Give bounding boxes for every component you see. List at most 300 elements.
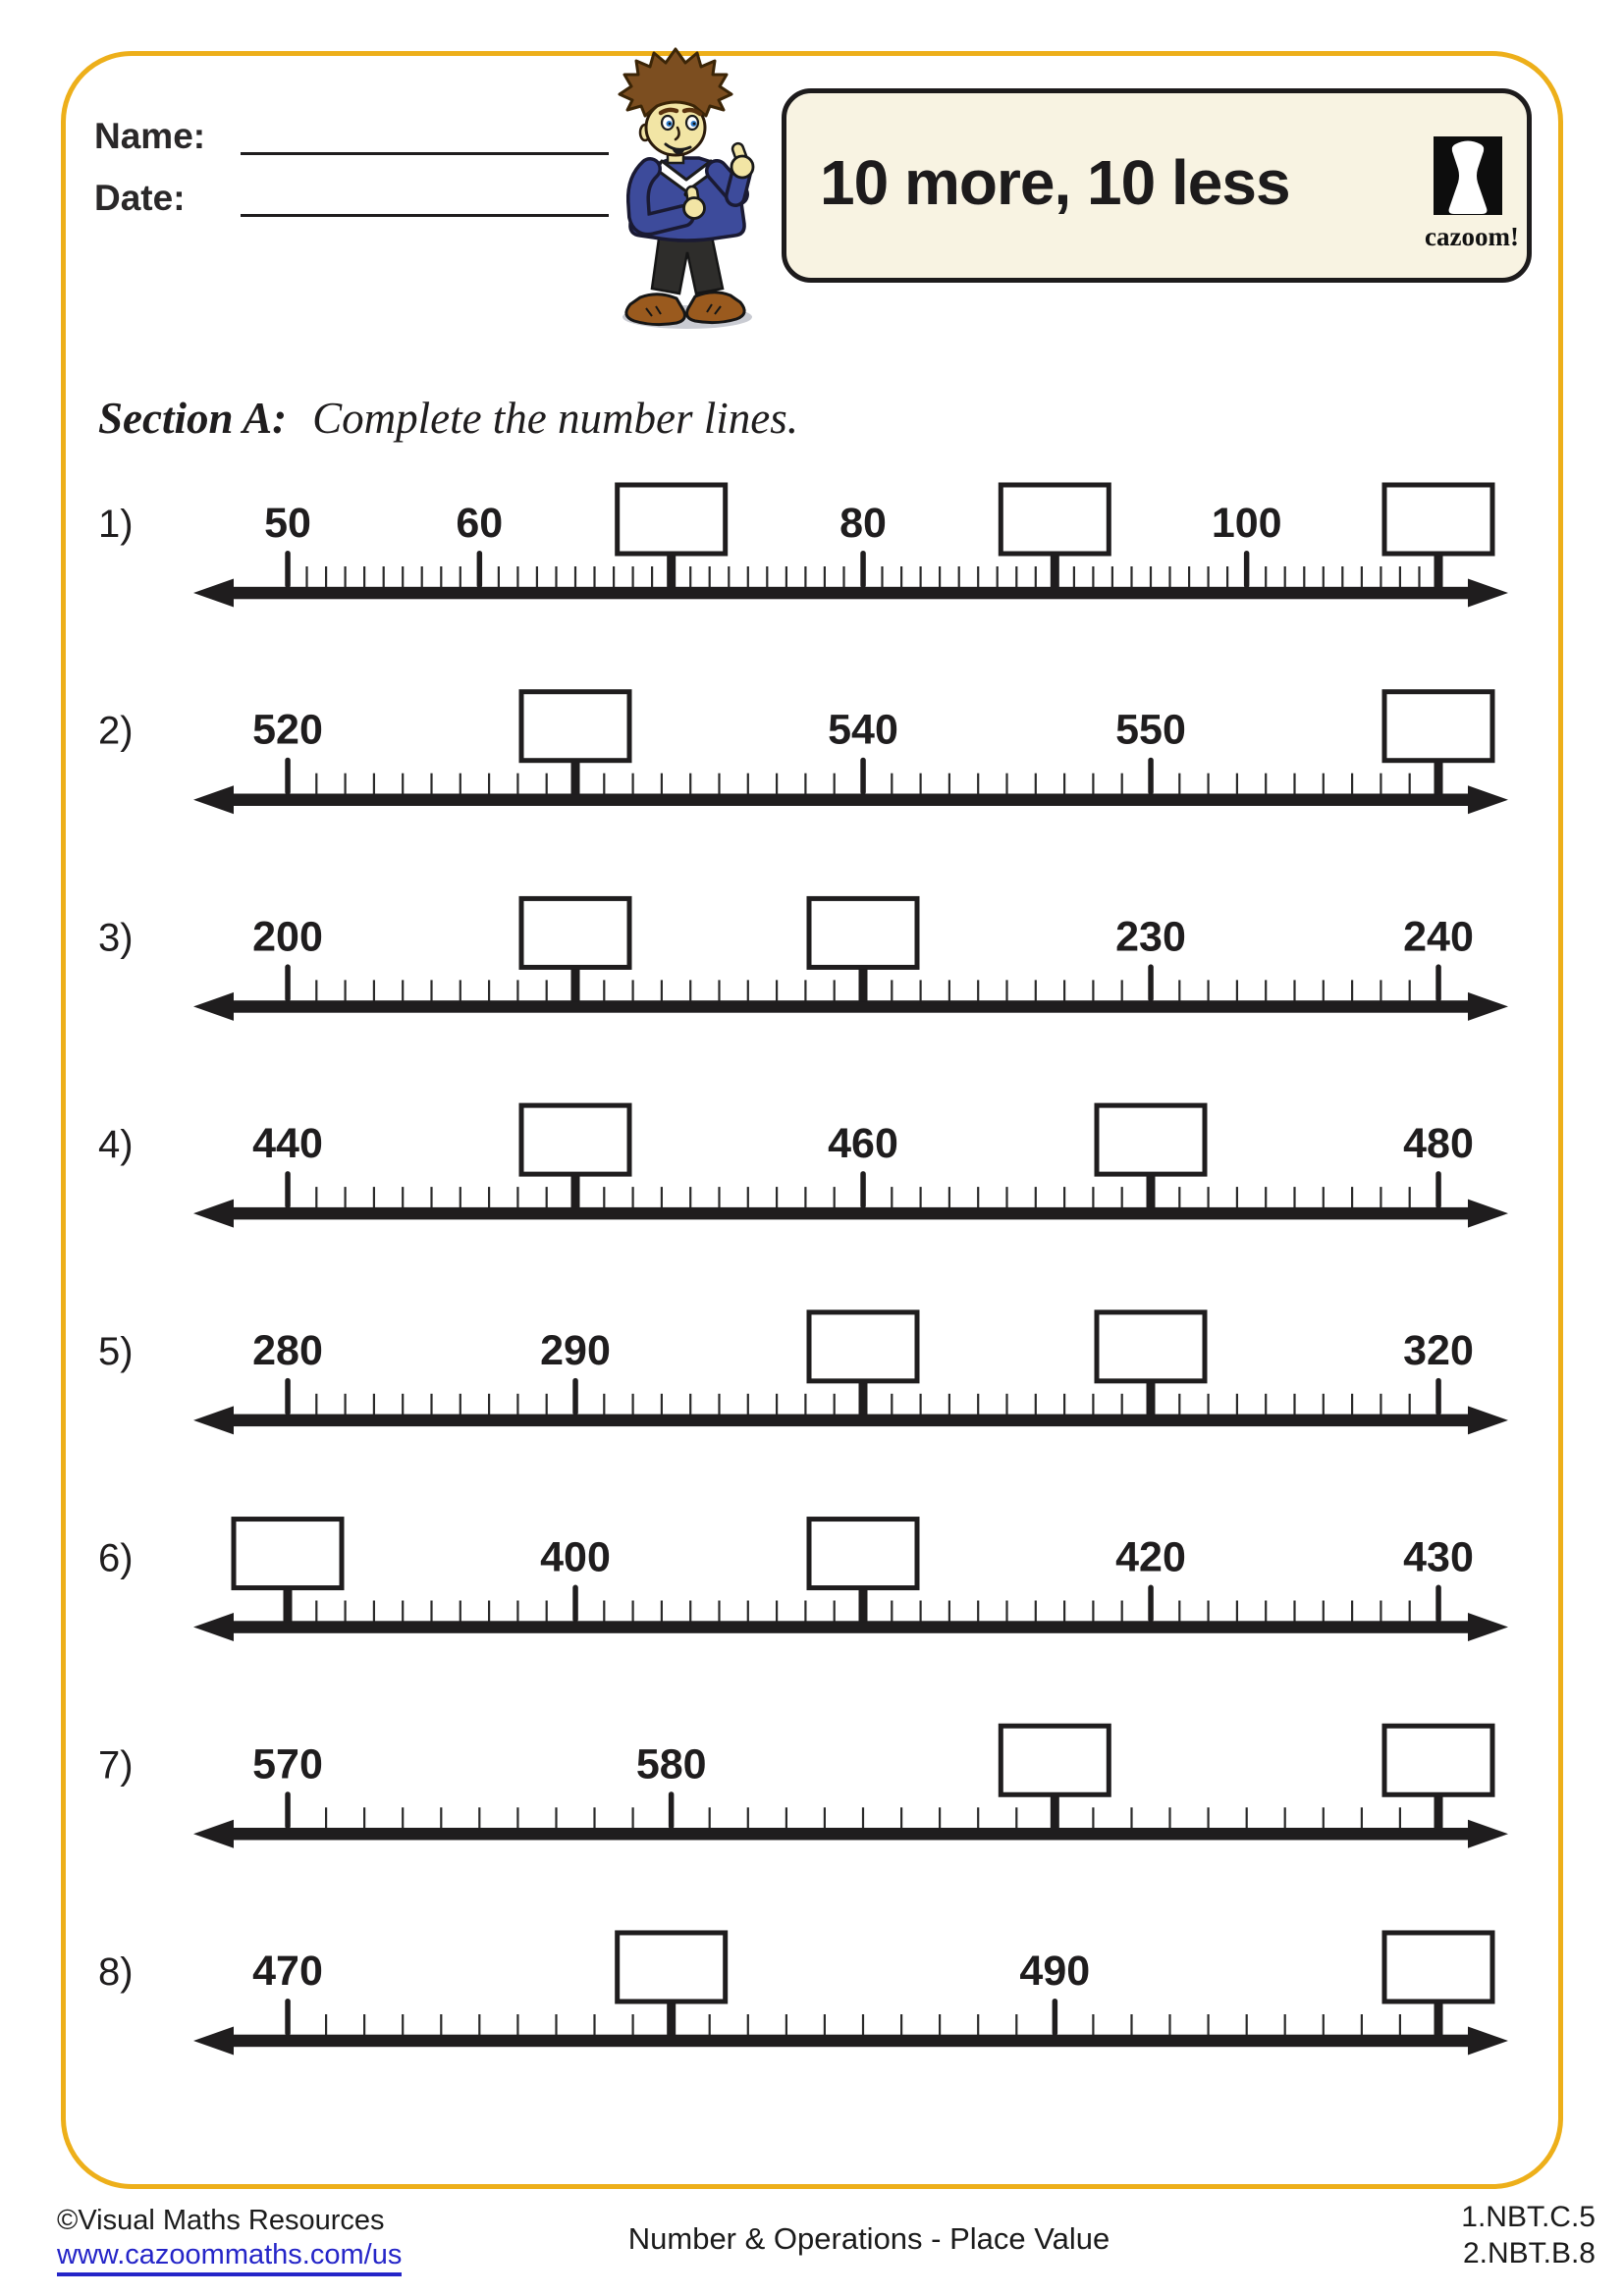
minor-tick — [1092, 1394, 1094, 1415]
minor-tick — [747, 566, 749, 588]
minor-tick — [430, 1394, 432, 1415]
minor-tick — [920, 1187, 922, 1208]
standard-code: 1.NBT.C.5 — [1461, 2201, 1596, 2233]
minor-tick — [373, 980, 375, 1001]
minor-tick — [373, 1187, 375, 1208]
box-stem — [284, 1588, 293, 1623]
minor-tick — [661, 1601, 663, 1623]
minor-tick — [325, 566, 327, 588]
minor-tick — [593, 566, 595, 588]
minor-tick — [776, 980, 778, 1001]
major-tick — [860, 758, 866, 795]
minor-tick — [1188, 566, 1190, 588]
minor-tick — [1178, 1394, 1180, 1415]
answer-box[interactable] — [1384, 485, 1492, 554]
arrowhead-left-icon — [193, 1820, 234, 1848]
minor-tick — [747, 1807, 749, 1829]
minor-tick — [689, 774, 691, 795]
major-tick — [572, 1585, 578, 1623]
major-tick — [860, 1171, 866, 1208]
minor-tick — [516, 774, 518, 795]
minor-tick — [1265, 980, 1267, 1001]
minor-tick — [747, 1394, 749, 1415]
tick-label: 400 — [540, 1533, 611, 1581]
minor-tick — [1178, 1187, 1180, 1208]
answer-box[interactable] — [1001, 1726, 1109, 1794]
minor-tick — [977, 980, 979, 1001]
minor-tick — [1121, 1601, 1123, 1623]
problem-number: 3) — [98, 916, 134, 960]
minor-tick — [1341, 566, 1343, 588]
minor-tick — [1409, 1394, 1411, 1415]
minor-tick — [345, 1394, 347, 1415]
box-stem — [1435, 761, 1443, 795]
website-link[interactable]: www.cazoommaths.com/us — [57, 2239, 402, 2276]
minor-tick — [1303, 566, 1305, 588]
minor-tick — [1284, 1807, 1286, 1829]
minor-tick — [325, 2014, 327, 2036]
major-tick — [285, 758, 291, 795]
major-tick — [860, 551, 866, 588]
major-tick — [285, 551, 291, 588]
answer-box[interactable] — [618, 1933, 726, 2002]
minor-tick — [824, 1807, 826, 1829]
minor-tick — [1409, 1601, 1411, 1623]
major-tick — [572, 1378, 578, 1415]
minor-tick — [516, 1187, 518, 1208]
minor-tick — [1265, 1601, 1267, 1623]
minor-tick — [363, 2014, 365, 2036]
minor-tick — [948, 774, 950, 795]
major-tick — [1053, 1999, 1058, 2036]
box-stem — [1147, 1174, 1156, 1208]
minor-tick — [651, 566, 653, 588]
mascot-shoe-left — [626, 294, 685, 325]
minor-tick — [891, 1394, 893, 1415]
answer-box[interactable] — [1001, 485, 1109, 554]
minor-tick — [430, 980, 432, 1001]
answer-box[interactable] — [521, 692, 629, 761]
number-line-arrow — [226, 794, 1477, 807]
minor-tick — [862, 1807, 864, 1829]
tick-label: 420 — [1115, 1533, 1186, 1581]
minor-tick — [1005, 980, 1007, 1001]
answer-box[interactable] — [1097, 1312, 1205, 1381]
minor-tick — [1323, 1187, 1325, 1208]
problem-number: 7) — [98, 1743, 134, 1788]
minor-tick — [661, 774, 663, 795]
box-stem — [667, 2002, 676, 2036]
minor-tick — [402, 2014, 404, 2036]
minor-tick — [689, 980, 691, 1001]
minor-tick — [1265, 1394, 1267, 1415]
minor-tick — [546, 1601, 548, 1623]
minor-tick — [948, 980, 950, 1001]
arrowhead-left-icon — [193, 1613, 234, 1641]
minor-tick — [516, 2014, 518, 2036]
minor-tick — [1035, 774, 1037, 795]
minor-tick — [1035, 980, 1037, 1001]
minor-tick — [1409, 980, 1411, 1001]
minor-tick — [766, 566, 768, 588]
minor-tick — [661, 1187, 663, 1208]
minor-tick — [824, 2014, 826, 2036]
minor-tick — [460, 1394, 461, 1415]
major-tick — [1148, 758, 1154, 795]
number-line-arrow — [226, 1207, 1477, 1220]
arrowhead-right-icon — [1468, 579, 1508, 608]
minor-tick — [834, 774, 836, 795]
arrowhead-left-icon — [193, 579, 234, 608]
minor-tick — [1380, 980, 1381, 1001]
minor-tick — [305, 566, 307, 588]
minor-tick — [603, 1394, 605, 1415]
minor-tick — [1015, 1807, 1017, 1829]
minor-tick — [488, 774, 490, 795]
minor-tick — [1005, 774, 1007, 795]
minor-tick — [546, 980, 548, 1001]
minor-tick — [776, 1187, 778, 1208]
minor-tick — [939, 1807, 941, 1829]
minor-tick — [1035, 566, 1037, 588]
minor-tick — [1063, 774, 1065, 795]
box-stem — [1147, 1381, 1156, 1415]
minor-tick — [709, 2014, 711, 2036]
answer-box[interactable] — [1384, 1933, 1492, 2002]
minor-tick — [997, 566, 999, 588]
tick-label: 60 — [456, 500, 504, 547]
minor-tick — [718, 1601, 720, 1623]
problem-number: 1) — [98, 503, 134, 546]
minor-tick — [718, 980, 720, 1001]
minor-tick — [315, 1394, 317, 1415]
minor-tick — [632, 1394, 634, 1415]
minor-tick — [939, 566, 941, 588]
minor-tick — [747, 2014, 749, 2036]
minor-tick — [1293, 774, 1295, 795]
minor-tick — [1380, 1601, 1381, 1623]
minor-tick — [1399, 1807, 1401, 1829]
minor-tick — [325, 1807, 327, 1829]
minor-tick — [488, 980, 490, 1001]
minor-tick — [1063, 1394, 1065, 1415]
minor-tick — [1208, 774, 1210, 795]
minor-tick — [593, 2014, 595, 2036]
standard-code: 2.NBT.B.8 — [1462, 2237, 1596, 2269]
date-label: Date: — [94, 178, 186, 218]
minor-tick — [1293, 980, 1295, 1001]
minor-tick — [728, 566, 730, 588]
tick-label: 230 — [1115, 913, 1186, 961]
minor-tick — [939, 2014, 941, 2036]
minor-tick — [747, 980, 749, 1001]
standards-codes — [1461, 2199, 1596, 2271]
minor-tick — [373, 774, 375, 795]
answer-box[interactable] — [1097, 1105, 1205, 1174]
minor-tick — [804, 1601, 806, 1623]
tick-label: 320 — [1403, 1326, 1474, 1374]
minor-tick — [632, 2014, 634, 2036]
arrowhead-right-icon — [1468, 992, 1508, 1021]
minor-tick — [363, 566, 365, 588]
major-tick — [285, 964, 291, 1001]
section-heading — [98, 393, 798, 444]
name-input-line[interactable] — [241, 152, 609, 155]
worksheet-category: Number & Operations - Place Value — [627, 2221, 1110, 2256]
answer-box[interactable] — [234, 1520, 342, 1588]
minor-tick — [834, 980, 836, 1001]
minor-tick — [1092, 774, 1094, 795]
mascot-fist-raised — [731, 156, 753, 178]
minor-tick — [1246, 2014, 1248, 2036]
minor-tick — [345, 774, 347, 795]
answer-box[interactable] — [521, 1105, 629, 1174]
minor-tick — [804, 774, 806, 795]
tick-label: 490 — [1019, 1947, 1091, 1995]
minor-tick — [1092, 2014, 1094, 2036]
minor-tick — [1208, 2014, 1210, 2036]
tick-label: 430 — [1403, 1533, 1474, 1581]
minor-tick — [747, 1601, 749, 1623]
minor-tick — [1236, 980, 1238, 1001]
minor-tick — [315, 980, 317, 1001]
minor-tick — [345, 1601, 347, 1623]
minor-tick — [1351, 1187, 1353, 1208]
minor-tick — [402, 1394, 404, 1415]
arrowhead-left-icon — [193, 992, 234, 1021]
minor-tick — [1226, 566, 1228, 588]
minor-tick — [1208, 1187, 1210, 1208]
logo-wordmark: cazoom! — [1425, 222, 1519, 251]
minor-tick — [1092, 1601, 1094, 1623]
minor-tick — [373, 1394, 375, 1415]
tick-label: 470 — [252, 1947, 323, 1995]
mascot-shoe-right — [687, 293, 745, 323]
minor-tick — [315, 1187, 317, 1208]
minor-tick — [536, 566, 538, 588]
minor-tick — [1236, 1187, 1238, 1208]
minor-tick — [689, 1601, 691, 1623]
section-label: Section A: — [98, 394, 288, 443]
minor-tick — [718, 1187, 720, 1208]
minor-tick — [661, 1394, 663, 1415]
minor-tick — [785, 1807, 787, 1829]
minor-tick — [920, 566, 922, 588]
minor-tick — [402, 566, 404, 588]
number-line-arrow — [226, 2035, 1477, 2048]
box-stem — [571, 761, 580, 795]
minor-tick — [689, 566, 691, 588]
minor-tick — [488, 1187, 490, 1208]
box-stem — [1435, 2002, 1443, 2036]
minor-tick — [1409, 774, 1411, 795]
major-tick — [669, 1791, 675, 1829]
minor-tick — [1168, 566, 1170, 588]
problem-number: 5) — [98, 1329, 134, 1373]
minor-tick — [804, 1187, 806, 1208]
minor-tick — [460, 980, 461, 1001]
minor-tick — [1361, 2014, 1363, 2036]
minor-tick — [1130, 1807, 1132, 1829]
minor-tick — [948, 1187, 950, 1208]
minor-tick — [1323, 2014, 1325, 2036]
minor-tick — [363, 1807, 365, 1829]
arrowhead-left-icon — [193, 785, 234, 814]
minor-tick — [383, 566, 385, 588]
arrowhead-right-icon — [1468, 1820, 1508, 1848]
minor-tick — [373, 1601, 375, 1623]
number-line-arrow — [226, 587, 1477, 600]
arrowhead-left-icon — [193, 1406, 234, 1434]
section-instruction: Complete the number lines. — [312, 394, 799, 443]
minor-tick — [1380, 566, 1381, 588]
minor-tick — [555, 2014, 557, 2036]
minor-tick — [430, 1187, 432, 1208]
minor-tick — [440, 2014, 442, 2036]
minor-tick — [546, 1187, 548, 1208]
minor-tick — [1418, 566, 1420, 588]
major-tick — [1148, 1585, 1154, 1623]
minor-tick — [948, 1394, 950, 1415]
worksheet-title: 10 more, 10 less — [820, 147, 1290, 219]
minor-tick — [603, 774, 605, 795]
box-stem — [571, 1174, 580, 1208]
box-stem — [1051, 1794, 1059, 1829]
minor-tick — [1323, 566, 1325, 588]
minor-tick — [718, 1394, 720, 1415]
tick-label: 480 — [1403, 1120, 1474, 1168]
minor-tick — [1293, 1187, 1295, 1208]
minor-tick — [402, 1187, 404, 1208]
tick-label: 460 — [828, 1120, 898, 1168]
minor-tick — [1265, 774, 1267, 795]
minor-tick — [632, 566, 634, 588]
box-stem — [1435, 554, 1443, 588]
minor-tick — [345, 980, 347, 1001]
minor-tick — [920, 1394, 922, 1415]
minor-tick — [430, 774, 432, 795]
mascot-fist-chest — [684, 198, 705, 219]
answer-box[interactable] — [1384, 692, 1492, 761]
minor-tick — [718, 774, 720, 795]
minor-tick — [776, 1394, 778, 1415]
minor-tick — [1015, 2014, 1017, 2036]
minor-tick — [1265, 1187, 1267, 1208]
minor-tick — [632, 774, 634, 795]
minor-tick — [1351, 1601, 1353, 1623]
answer-box[interactable] — [809, 898, 917, 967]
minor-tick — [315, 1601, 317, 1623]
minor-tick — [402, 774, 404, 795]
problem-number: 6) — [98, 1536, 134, 1580]
minor-tick — [747, 774, 749, 795]
minor-tick — [804, 566, 806, 588]
number-line-row — [98, 898, 1508, 1020]
minor-tick — [920, 774, 922, 795]
minor-tick — [440, 566, 442, 588]
minor-tick — [603, 980, 605, 1001]
minor-tick — [1351, 774, 1353, 795]
minor-tick — [1035, 1601, 1037, 1623]
minor-tick — [977, 1394, 979, 1415]
minor-tick — [1005, 1394, 1007, 1415]
minor-tick — [1005, 1187, 1007, 1208]
minor-tick — [460, 1187, 461, 1208]
minor-tick — [345, 566, 347, 588]
minor-tick — [516, 1394, 518, 1415]
minor-tick — [881, 566, 883, 588]
minor-tick — [1323, 980, 1325, 1001]
minor-tick — [1361, 566, 1363, 588]
tick-label: 580 — [635, 1740, 707, 1789]
answer-box[interactable] — [809, 1520, 917, 1588]
number-line-row — [98, 1312, 1508, 1435]
minor-tick — [546, 1394, 548, 1415]
minor-tick — [689, 1394, 691, 1415]
minor-tick — [1150, 566, 1152, 588]
minor-tick — [1236, 774, 1238, 795]
minor-tick — [315, 774, 317, 795]
number-line-row — [98, 485, 1508, 608]
minor-tick — [1246, 1807, 1248, 1829]
major-tick — [1435, 1585, 1441, 1623]
cazoom-logo — [1425, 136, 1519, 252]
minor-tick — [1236, 1601, 1238, 1623]
minor-tick — [1293, 1394, 1295, 1415]
minor-tick — [842, 566, 844, 588]
date-input-line[interactable] — [241, 214, 609, 217]
minor-tick — [1351, 1394, 1353, 1415]
mascot-illustration — [577, 39, 793, 344]
number-lines-canvas — [0, 452, 1624, 2101]
minor-tick — [1265, 566, 1267, 588]
answer-box[interactable] — [618, 485, 726, 554]
box-stem — [667, 554, 676, 588]
arrowhead-right-icon — [1468, 1613, 1508, 1641]
minor-tick — [1178, 1601, 1180, 1623]
minor-tick — [977, 1187, 979, 1208]
minor-tick — [402, 1807, 404, 1829]
minor-tick — [1092, 566, 1094, 588]
minor-tick — [977, 1807, 979, 1829]
answer-box[interactable] — [809, 1312, 917, 1381]
minor-tick — [460, 566, 461, 588]
answer-box[interactable] — [1384, 1726, 1492, 1794]
minor-tick — [1208, 1807, 1210, 1829]
minor-tick — [574, 566, 576, 588]
minor-tick — [776, 1601, 778, 1623]
minor-tick — [977, 2014, 979, 2036]
major-tick — [1435, 1378, 1441, 1415]
number-line-row — [98, 1520, 1508, 1642]
minor-tick — [1284, 2014, 1286, 2036]
minor-tick — [1035, 1187, 1037, 1208]
minor-tick — [1035, 1394, 1037, 1415]
minor-tick — [613, 566, 615, 588]
minor-tick — [1111, 566, 1113, 588]
answer-box[interactable] — [521, 898, 629, 967]
minor-tick — [1073, 566, 1075, 588]
minor-tick — [834, 1187, 836, 1208]
tick-label: 550 — [1115, 706, 1186, 754]
minor-tick — [1208, 1394, 1210, 1415]
minor-tick — [478, 2014, 480, 2036]
tick-label: 80 — [839, 500, 887, 547]
minor-tick — [603, 1601, 605, 1623]
minor-tick — [747, 1187, 749, 1208]
minor-tick — [1092, 1187, 1094, 1208]
minor-tick — [1399, 2014, 1401, 2036]
